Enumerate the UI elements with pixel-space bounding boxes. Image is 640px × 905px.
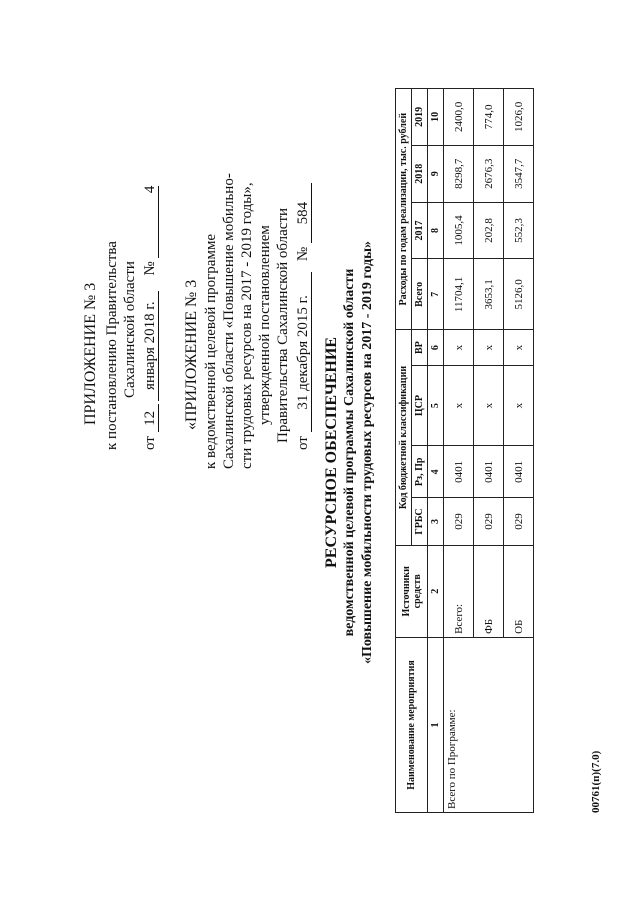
cell-2018: 2676,3 — [474, 145, 504, 202]
appendix-title: ПРИЛОЖЕНИЕ № 3 — [82, 282, 99, 425]
col-num: 4 — [428, 446, 444, 498]
cell-name: Всего по Программе: — [444, 637, 534, 812]
cell-total: 3653,1 — [474, 259, 504, 330]
column-number-row — [428, 89, 444, 813]
cell-2019: 2400,0 — [444, 89, 474, 146]
footer-code: 00761(п)(7.0) — [590, 750, 602, 813]
sub-line-1: к ведомственной целевой программе — [203, 233, 219, 469]
col-num: 7 — [428, 259, 444, 330]
cell-vr: х — [474, 330, 504, 365]
number-sign: № — [142, 261, 158, 276]
cell-rzpr: 0401 — [474, 446, 504, 498]
table-header-row-1 — [396, 89, 412, 813]
cell-csr: х — [444, 365, 474, 445]
title-line-2: ведомственной целевой программы Сахалинской области — [342, 268, 357, 637]
col-num: 8 — [428, 202, 444, 259]
cell-2017: 1005,4 — [444, 202, 474, 259]
th-rzpr: Рз, Пр — [412, 446, 428, 498]
cell-2019: 774,0 — [474, 89, 504, 146]
cell-2017: 202,8 — [474, 202, 504, 259]
sub-appendix-title: «ПРИЛОЖЕНИЕ № 3 — [183, 279, 200, 430]
sub-doc-number: 584 — [296, 183, 312, 243]
th-name: Наименование мероприятия — [396, 637, 428, 812]
th-2017: 2017 — [412, 202, 428, 259]
cell-2018: 3547,7 — [504, 145, 534, 202]
cell-total: 5126,0 — [504, 259, 534, 330]
cell-grbs: 029 — [504, 498, 534, 545]
header-date-line — [142, 186, 159, 450]
sub-date-line — [295, 183, 312, 450]
sub-line-2: Сахалинской области «Повышение мобильно- — [221, 173, 237, 469]
col-num: 9 — [428, 145, 444, 202]
title-line-1: РЕСУРСНОЕ ОБЕСПЕЧЕНИЕ — [323, 337, 340, 568]
cell-vr: х — [504, 330, 534, 365]
col-num: 10 — [428, 89, 444, 146]
cell-grbs: 029 — [444, 498, 474, 545]
cell-vr: х — [444, 330, 474, 365]
cell-source: ФБ — [474, 545, 504, 637]
sub-line-3: сти трудовых ресурсов на 2017 - 2019 годы», — [239, 182, 255, 469]
th-csr: ЦСР — [412, 365, 428, 445]
cell-2018: 8298,7 — [444, 145, 474, 202]
th-total: Всего — [412, 259, 428, 330]
sub-line-4: утвержденной постановлением — [257, 225, 273, 425]
col-num: 1 — [428, 637, 444, 812]
cell-source: ОБ — [504, 545, 534, 637]
date-day: 12 — [143, 404, 159, 432]
table-row — [444, 89, 474, 813]
date-prefix: от — [142, 436, 158, 450]
col-num: 6 — [428, 330, 444, 365]
th-vr: ВР — [412, 330, 428, 365]
cell-rzpr: 0401 — [504, 446, 534, 498]
cell-csr: х — [474, 365, 504, 445]
cell-2019: 1026,0 — [504, 89, 534, 146]
col-num: 2 — [428, 545, 444, 637]
header-line-2: Сахалинской области — [122, 261, 138, 398]
cell-csr: х — [504, 365, 534, 445]
cell-source: Всего: — [444, 545, 474, 637]
th-2018: 2018 — [412, 145, 428, 202]
th-budget-code: Код бюджетной классификации — [396, 330, 412, 545]
doc-number: 4 — [143, 186, 159, 258]
header-line-1: к постановлению Правительства — [104, 241, 120, 450]
title-line-3: «Повышение мобильности трудовых ресурсов на 2017 - 2019 годы» — [360, 240, 375, 665]
cell-grbs: 029 — [474, 498, 504, 545]
sub-date-prefix: от — [295, 436, 311, 450]
date-month-year: января 2018 г. — [143, 291, 159, 401]
cell-2017: 552,3 — [504, 202, 534, 259]
th-source: Источники средств — [396, 545, 428, 637]
th-grbs: ГРБС — [412, 498, 428, 545]
col-num: 3 — [428, 498, 444, 545]
cell-total: 11704,1 — [444, 259, 474, 330]
sub-number-sign: № — [295, 246, 311, 262]
cell-rzpr: 0401 — [444, 446, 474, 498]
th-expenses: Расходы по годам реализации, тыс. рублей — [396, 89, 412, 330]
col-num: 5 — [428, 365, 444, 445]
sub-date: 31 декабря 2015 г. — [296, 272, 312, 432]
resource-table — [395, 88, 534, 813]
th-2019: 2019 — [412, 89, 428, 146]
sub-line-5: Правительства Сахалинской области — [275, 207, 291, 443]
